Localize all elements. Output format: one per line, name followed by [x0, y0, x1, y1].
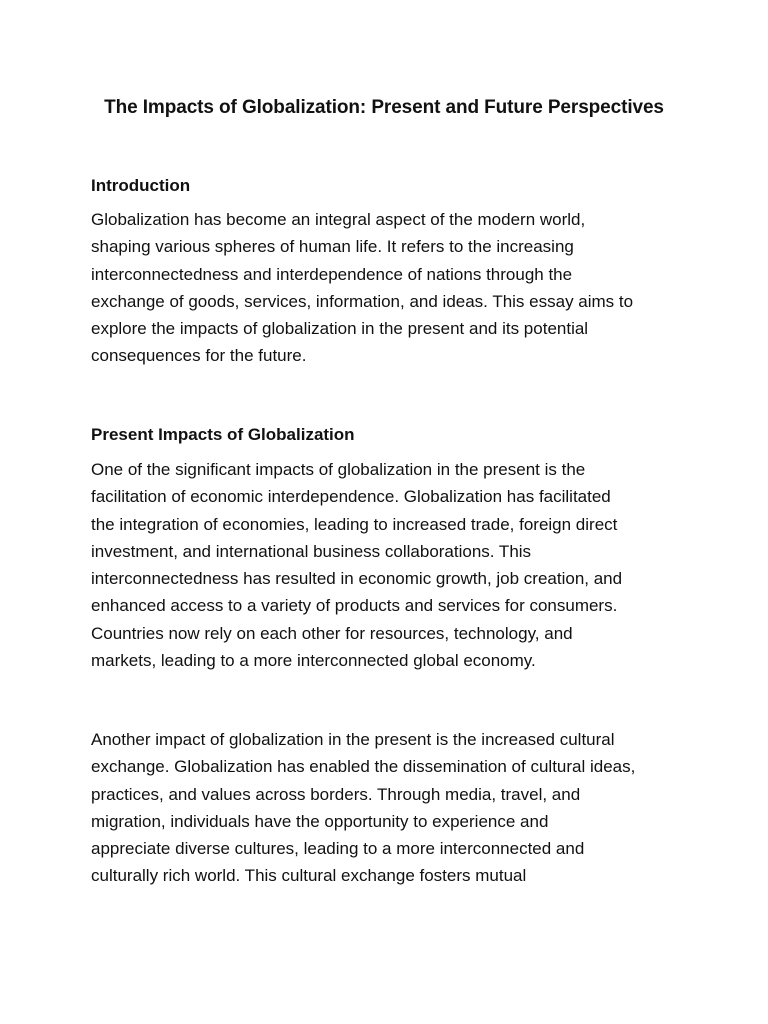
paragraph-line: the integration of economies, leading to increased trade, foreign direct [91, 514, 618, 534]
paragraph-line: consequences for the future. [91, 346, 307, 366]
document-title: The Impacts of Globalization: Present and Future Perspectives [104, 97, 664, 118]
paragraph-line: interconnectedness has resulted in economic growth, job creation, and [91, 569, 623, 589]
section-heading-introduction: Introduction [91, 176, 191, 195]
paragraph-line: exchange. Globalization has enabled the dissemination of cultural ideas, [91, 757, 636, 777]
paragraph-line: interconnectedness and interdependence of nations through the [91, 264, 573, 284]
introduction-paragraph [91, 206, 691, 370]
paragraph-line: appreciate diverse cultures, leading to a more interconnected and [91, 839, 585, 859]
paragraph-line: One of the significant impacts of globalization in the present is the [91, 460, 586, 479]
paragraph-line: explore the impacts of globalization in the present and its potential [91, 319, 589, 339]
paragraph-line: practices, and values across borders. Through media, travel, and [91, 784, 581, 804]
paragraph-line: enhanced access to a variety of products and services for consumers. [91, 596, 618, 616]
paragraph-line: shaping various spheres of human life. It refers to the increasing [91, 237, 574, 257]
section-heading-present-impacts: Present Impacts of Globalization [91, 425, 355, 444]
paragraph-line: Globalization has become an integral aspect of the modern world, [91, 210, 586, 229]
present-impacts-paragraph-1 [91, 456, 691, 674]
paragraph-line: markets, leading to a more interconnected global economy. [91, 651, 536, 671]
present-impacts-paragraph-2 [91, 726, 691, 890]
paragraph-line: facilitation of economic interdependence. Globalization has facilitated [91, 487, 611, 507]
paragraph-line: Another impact of globalization in the present is the increased cultural [91, 730, 615, 749]
paragraph-line: culturally rich world. This cultural exchange fosters mutual [91, 866, 527, 886]
paragraph-line: migration, individuals have the opportunity to experience and [91, 811, 549, 831]
paragraph-line: Countries now rely on each other for resources, technology, and [91, 623, 573, 643]
paragraph-line: exchange of goods, services, information, and ideas. This essay aims to [91, 291, 634, 311]
paragraph-line: investment, and international business collaborations. This [91, 541, 532, 561]
